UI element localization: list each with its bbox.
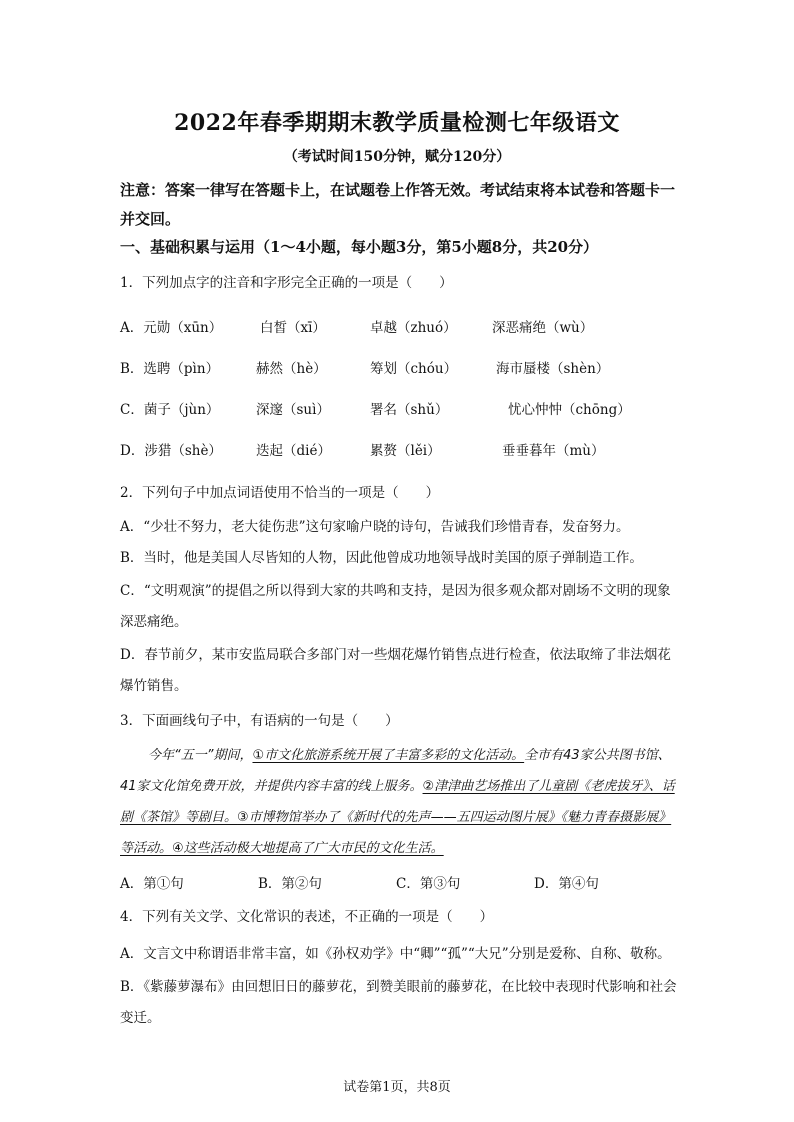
choice-item: C．第③句 xyxy=(396,876,461,892)
question-4-option-a: A．文言文中称谓语非常丰富，如《孙权劝学》中“卿”“孤”“大兄”分别是爱称、自称、敬称。 xyxy=(120,946,671,962)
question-1-row-c xyxy=(120,398,680,418)
option-item: 垂垂暮年（mù） xyxy=(502,443,605,459)
underlined-sentence-1: ①市文化旅游系统开展了丰富多彩的文化活动。 xyxy=(252,748,525,763)
option-item: 筹划（chóu） xyxy=(370,361,458,377)
choice-item: A．第①句 xyxy=(120,876,184,892)
option-item: 深邃（suì） xyxy=(256,402,330,418)
underlined-sentence-4: ④这些活动极大地提高了广大市民的文化生活。 xyxy=(172,841,444,856)
exam-notice: 注意：答案一律写在答题卡上，在试题卷上作答无效。考试结束将本试卷和答题卡一并交回。 xyxy=(120,181,676,228)
section-heading: 一、基础积累与运用（1～4小题，每小题3分，第5小题8分，共20分） xyxy=(120,238,599,256)
question-2-option-b: B．当时，他是美国人尽皆知的人物，因此他曾成功地领导战时美国的原子弹制造工作。 xyxy=(120,550,643,566)
question-1-row-a xyxy=(120,316,680,336)
choice-item: B．第②句 xyxy=(258,876,322,892)
choice-item: D．第④句 xyxy=(534,876,599,892)
question-1-row-d xyxy=(120,439,680,459)
exam-subtitle: （考试时间150分钟，赋分120分） xyxy=(283,149,511,165)
question-2-stem: 2．下列句子中加点词语使用不恰当的一项是（ ） xyxy=(120,485,440,501)
option-item: 深恶痛绝（wù） xyxy=(492,320,594,336)
question-4-option-b: B．《紫藤萝瀑布》由回想旧日的藤萝花，到赞美眼前的藤萝花，在比较中表现时代影响和社会变迁。 xyxy=(120,979,677,1026)
question-1-stem: 1．下列加点字的注音和字形完全正确的一项是（ ） xyxy=(120,275,453,291)
option-item: D．涉猎（shè） xyxy=(120,443,222,459)
exam-title: 2022年春季期期末教学质量检测七年级语文 xyxy=(174,110,620,136)
option-item: 迭起（dié） xyxy=(256,443,331,459)
passage-text: 全市有43家公共图书馆、41家文化馆免费开放，并提供内容丰富的线上服务。 xyxy=(120,748,671,794)
option-item: 累赘（lěi） xyxy=(370,443,441,459)
question-1-row-b xyxy=(120,357,680,377)
option-item: 署名（shǔ） xyxy=(370,402,449,418)
option-item: 卓越（zhuó） xyxy=(370,320,457,336)
option-item: C．菌子（jùn） xyxy=(120,402,220,418)
question-4-stem: 4．下列有关文学、文化常识的表述，不正确的一项是（ ） xyxy=(120,909,494,925)
question-2-option-c: C．“文明观演”的提倡之所以得到大家的共鸣和支持，是因为很多观众都对剧场不文明的现象深恶痛绝。 xyxy=(120,583,671,630)
option-item: 白皙（xī） xyxy=(260,320,326,336)
question-3-stem: 3．下面画线句子中，有语病的一句是（ ） xyxy=(120,713,399,729)
underlined-sentence-2: ②津津曲艺场推出了儿童剧《老虎拔牙》、话剧《茶馆》等剧目。 xyxy=(120,779,675,825)
option-item: 忧心忡忡（chōng） xyxy=(508,402,631,418)
option-item: 赫然（hè） xyxy=(256,361,327,377)
option-item: A．元勋（xūn） xyxy=(120,320,223,336)
question-3-passage xyxy=(120,740,680,864)
passage-text: 今年“五一”期间， xyxy=(148,748,253,763)
page-footer: 试卷第1页，共8页 xyxy=(343,1080,451,1095)
question-3-choices xyxy=(120,872,680,892)
option-item: B．选聘（pìn） xyxy=(120,361,220,377)
question-2-option-d: D．春节前夕，某市安监局联合多部门对一些烟花爆竹销售点进行检查，依法取缔了非法烟花爆竹销售。 xyxy=(120,647,671,694)
question-2-option-a: A．“少壮不努力，老大徒伤悲”这句家喻户晓的诗句，告诫我们珍惜青春，发奋努力。 xyxy=(120,519,630,535)
underlined-sentence-3: ③市博物馆举办了《新时代的先声——五四运动图片展》《魅力青春摄影展》等活动。 xyxy=(120,810,672,856)
option-item: 海市蜃楼（shèn） xyxy=(496,361,610,377)
